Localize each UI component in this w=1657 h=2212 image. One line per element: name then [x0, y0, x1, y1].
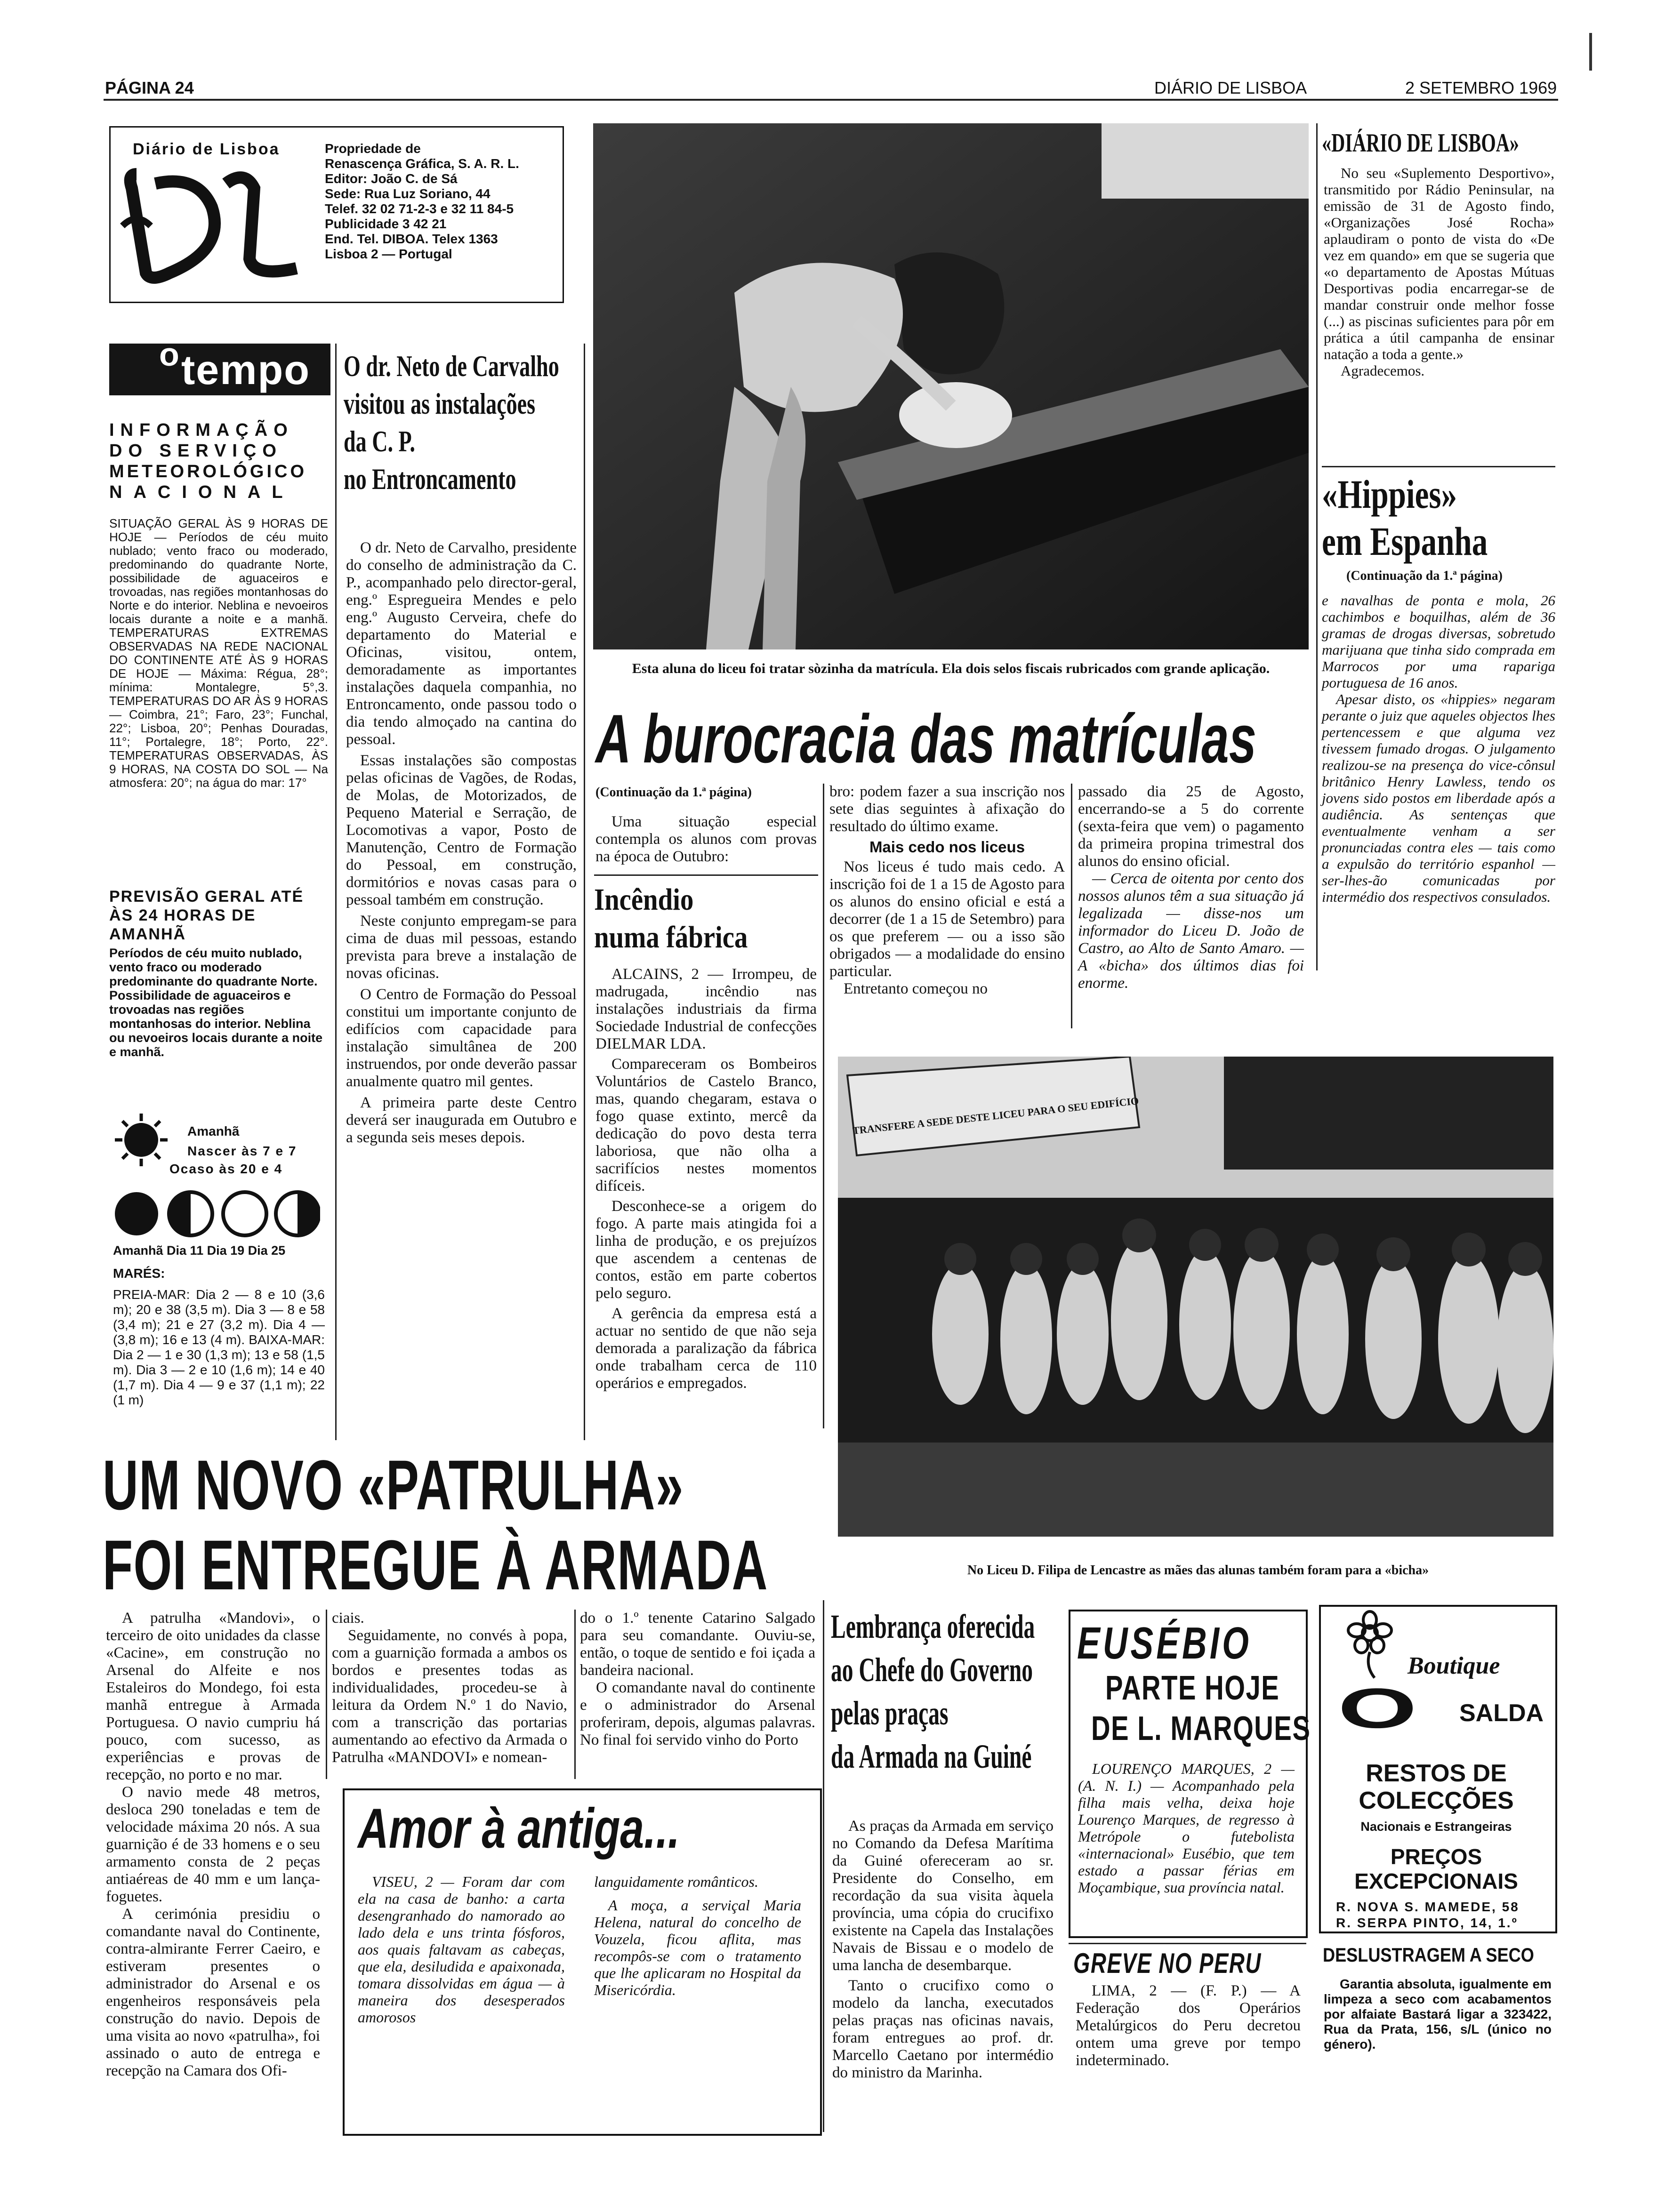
amor-headline: [358, 1795, 819, 1861]
page-number: PÁGINA 24: [105, 78, 194, 97]
student-photo-caption: Esta aluna do liceu foi tratar sòzinha da matrícula. Ela dois selos fiscais rubricados com grande aplicação.: [632, 661, 1270, 676]
masthead-line: Publicidade 3 42 21: [325, 216, 447, 231]
hippies-headline-line: «Hippies»: [1322, 472, 1457, 517]
patrulha-col2: [332, 1610, 567, 1766]
burocracia-subhead: Mais cedo nos liceus: [869, 838, 1025, 856]
moon-phases-icon: [113, 1188, 320, 1240]
deslustragem-headline: DESLUSTRAGEM A SECO: [1323, 1944, 1534, 1966]
patrulha-col2-p1: ciais.: [332, 1610, 364, 1627]
masthead-line: Sede: Rua Luz Soriano, 44: [325, 186, 491, 201]
issue-date: 2 SETEMBRO 1969: [1405, 78, 1557, 97]
column-rule: [823, 784, 824, 1428]
weather-banner-o: o: [159, 336, 179, 373]
amor-col2: [594, 1873, 801, 1998]
burocracia-headline: [595, 701, 1302, 777]
service-title-line: INFORMAÇÃO: [109, 420, 294, 440]
patrulha-col1-p3: A cerimónia presidiu o comandante naval do Continente, contra-almirante Ferrer Caeiro, e estiveram presentes o administrador do Arsenal e os engenheiros responsáveis pela construção do navio. Depois de uma visita ao novo «patrulha», foi assinado o auto de entrega e recepção na Camara dos Ofi-: [106, 1906, 320, 2079]
boutique-salda: SALDA: [1459, 1699, 1544, 1727]
masthead-line: End. Tel. DIBOA. Telex 1363: [325, 232, 498, 246]
hippies-headline: [1322, 471, 1557, 565]
neto-p5: A primeira parte deste Centro deverá ser inaugurada em Outubro e a segunda seis meses depois.: [346, 1094, 577, 1146]
moon-line: Amanhã Dia 11 Dia 19 Dia 25: [113, 1243, 286, 1258]
lembranca-p2: Tanto o crucifixo como o modelo da lancha, executados pelas praças nas oficinas navais, foram entregues ao prof. dr. Marcello Caetano por intermédio do ministro da Marinha.: [832, 1977, 1054, 2081]
dl-box-title-text: «DIÁRIO DE LISBOA»: [1322, 128, 1519, 158]
hippies-top-rule: [1322, 466, 1555, 467]
service-title-line: METEOROLÓGICO: [109, 462, 307, 481]
patrulha-headline-line: FOI ENTREGUE À ARMADA: [103, 1525, 768, 1604]
service-title-line: NACIONAL: [109, 482, 294, 502]
neto-p3: Neste conjunto empregam-se para cima de duas mil pessoas, estando prevista para breve a instalação de novas oficinas.: [346, 913, 577, 982]
masthead-line: Editor: João C. de Sá: [325, 171, 458, 186]
amor-headline-text: Amor à antiga...: [358, 1797, 680, 1860]
hippies-continuation: (Continuação da 1.ª página): [1346, 569, 1503, 583]
boutique-addr1: R. NOVA S. MAMEDE, 58: [1336, 1899, 1520, 1914]
column-rule: [1071, 784, 1072, 1028]
patrulha-headline-line: UM NOVO «PATRULHA»: [103, 1445, 684, 1524]
sun-title: Amanhã: [187, 1124, 240, 1138]
boutique-addr2: R. SERPA PINTO, 14, 1.º: [1336, 1915, 1518, 1930]
dl-box-body: [1324, 165, 1554, 379]
patrulha-col1: [106, 1610, 320, 2080]
service-title-line: DO SERVIÇO: [109, 441, 282, 461]
lembranca-headline-line: ao Chefe do Governo: [831, 1651, 1033, 1689]
burocracia-continuation: (Continuação da 1.ª página): [595, 785, 752, 800]
patrulha-col3-p2: O comandante naval do continente e o administrador do Arsenal proferiram, depois, algumas palavras. No final foi servido vinho do Porto: [580, 1679, 815, 1748]
patrulha-col2-p2: Seguidamente, no convés à popa, com a guarnição formada a ambos os bordos e presentes todas as individualidades, procedeu-se à leitura da Ordem N.º 1 do Navio, com a transcrição das portarias aumentando ao efectivo da Armada o Patrulha «MANDOVI» e nomean-: [332, 1627, 567, 1766]
dl-logo-icon: [118, 155, 306, 292]
incendio-top-rule: [594, 874, 818, 876]
masthead-logo-title: Diário de Lisboa: [133, 140, 280, 158]
incendio-p4: A gerência da empresa está a actuar no sentido de que não seja demorada a paralização da fábrica onde trabalham cerca de 110 operários e empregados.: [595, 1305, 817, 1392]
incendio-headline-line: numa fábrica: [594, 920, 748, 954]
amor-col1: VISEU, 2 — Foram dar com ela na casa de banho: a carta desengranhado do namorado ao lado dela e uns trinta fósforos, aos quais faltavam as cabeças, que ela, desiludida e apaixonada, tomara dissolvidas em água — à maneira dos desesperados amorosos: [358, 1873, 565, 2026]
boutique-line3: Nacionais e Estrangeiras: [1360, 1819, 1512, 1834]
eusebio-headline-line: PARTE HOJE: [1105, 1669, 1280, 1707]
boutique-line4: PREÇOS: [1390, 1844, 1482, 1869]
dl-box-title: [1322, 126, 1557, 160]
hippies-body: [1322, 592, 1555, 905]
column-rule: [574, 1610, 576, 1779]
neto-p4: O Centro de Formação do Pessoal constitui um importante conjunto de edifícios com capacidade para instalação simultânea de 200 instruendos, por onde deverão passar anualmente quatro mil gentes.: [346, 986, 577, 1090]
weather-banner-word: tempo: [181, 346, 310, 393]
patrulha-col1-p1: A patrulha «Mandovi», o terceiro de oito unidades da classe «Cacine», em construção no Arsenal do Alfeite e nos Estaleiros do Mondego, foi esta manhã entregue à Armada Portuguesa. O navio cumpriu há pouco, com sucesso, as experiências e provas de recepção, no porto e no mar.: [106, 1610, 320, 1783]
tides-body: PREIA-MAR: Dia 2 — 8 e 10 (3,6 m); 20 e 38 (3,5 m). Dia 3 — 8 e 58 (3,4 m); 21 e 27 (3,2 m). Dia 4 — (3,8 m); 16 e 13 (4 m). BAIXA-MAR: Dia 2 — 1 e 30 (1,3 m); 13 e 58 (1,5 m). Dia 3 — 2 e 10 (1,6 m); 14 e 40 (1,7 m). Dia 4 — 9 e 37 (1,1 m); 22 (1 m): [113, 1287, 325, 1407]
boutique-line1: RESTOS DE: [1366, 1760, 1507, 1787]
sun-rise: Nascer às 7 e 7: [187, 1144, 297, 1158]
eusebio-headline-line: DE L. MARQUES: [1091, 1710, 1311, 1747]
boutique-brand-letter: O: [1338, 1677, 1417, 1740]
header-rule: [104, 99, 1558, 101]
queue-photo: [838, 1057, 1553, 1537]
neto-headline-line: visitou as instalações: [344, 387, 536, 420]
burocracia-col3b: — Cerca de oitenta por cento dos nossos alunos têm a sua situação já legalizada — disse-nos um informador do Liceu D. João de Castro, ao Alto de Santo Amaro. — A «bicha» dos últimos dias foi enorme.: [1078, 870, 1304, 992]
column-rule: [335, 344, 337, 1440]
student-photo: [593, 123, 1309, 649]
incendio-p3: Desconhece-se a origem do fogo. A parte mais atingida foi a linha de produção, e os prejuízos que ascendem a centenas de contos, estão em parte cobertos pelo seguro.: [595, 1198, 817, 1302]
lembranca-headline-line: da Armada na Guiné: [831, 1738, 1032, 1775]
lembranca-headline-line: Lembrança oferecida: [831, 1608, 1035, 1645]
deslustragem-body: Garantia absoluta, igualmente em limpeza a seco com acabamentos por alfaiate Bastará ligar a 323422, Rua da Prata, 156, s/L (único no género).: [1324, 1977, 1552, 2052]
dl-box-p2: Agradecemos.: [1341, 362, 1425, 379]
incendio-p2: Compareceram os Bombeiros Voluntários de Castelo Branco, mas, quando chegaram, estava o fogo quase extinto, mercê da dedicação do povo desta terra laboriosa, que não olha a sacrifícios nestes momentos difíceis.: [595, 1056, 817, 1194]
column-rule: [823, 1600, 824, 2132]
queue-photo-caption: No Liceu D. Filipa de Lencastre as mães das alunas também foram para a «bicha»: [967, 1563, 1429, 1578]
burocracia-headline-text: A burocracia das matrículas: [595, 700, 1257, 777]
incendio-headline-line: Incêndio: [594, 882, 694, 917]
burocracia-col2b: Nos liceus é tudo mais cedo. A inscrição foi de 1 a 15 de Agosto para os alunos do ensino oficial e está a decorrer (de 1 a 15 de Setembro) para os que preferem — ou a isso são obrigados — a modalidade do ensino particular.: [829, 858, 1065, 980]
dl-box-p1: No seu «Suplemento Desportivo», transmitido por Rádio Peninsular, na emissão de 31 de Agosto findo, «Organizações José Rocha» aplaudiram o ponto de vista do «De vez em quando» em que se sugeria que «o departamento de Apostas Mútuas Desportivas podia encarregar-se de mandar construir onde melhor fosse (...) as piscinas suficientes para pôr em prática a útil campanha de ensinar natação a toda a gente.»: [1324, 165, 1554, 362]
patrulha-col3-p1: do o 1.º tenente Catarino Salgado para seu comandante. Ouviu-se, então, o toque de sentido e foi içada a bandeira nacional.: [580, 1610, 815, 1679]
neto-p2: Essas instalações são compostas pelas oficinas de Vagões, de Rodas, de Molas, de Motorizados, de Pequeno Material e Serração, de Locomotivas a vapor, Posto de Manutenção, Centro de Formação do Pessoal, em construção, dormitórios e novas casas para o pessoal também em construção.: [346, 752, 577, 908]
eusebio-headline-line: EUSÉBIO: [1077, 1618, 1252, 1668]
burocracia-col2c: Entretanto começou no: [844, 980, 988, 997]
masthead-line: Lisboa 2 — Portugal: [325, 247, 452, 261]
burocracia-col3a: passado dia 25 de Agosto, encerrando-se a 5 do corrente (sexta-feira que vem) o pagamento da primeira propina trimestral dos alunos do ensino oficial.: [1078, 783, 1304, 870]
peru-headline: [1073, 1946, 1309, 1981]
burocracia-col2a: bro: podem fazer a sua inscrição nos sete dias seguintes à afixação do resultado do último exame.: [829, 783, 1065, 835]
burocracia-col1: Uma situação especial contempla os alunos com provas na época de Outubro:: [595, 813, 817, 865]
lembranca-p1: As praças da Armada em serviço no Comando da Defesa Marítima da Guiné ofereceram ao sr. Presidente do Conselho, em recordação da sua visita àquela província, uma cópia do crucifixo existente na Capela das Instalações Navais de Bissau e o modelo de uma lancha de desembarque.: [832, 1818, 1054, 1974]
boutique-line5: EXCEPCIONAIS: [1354, 1869, 1518, 1893]
edge-mark: [1589, 33, 1592, 71]
amor-col2-p1: languidamente românticos.: [594, 1873, 758, 1890]
burocracia-col3: [1078, 783, 1304, 992]
masthead-line: Telef. 32 02 71-2-3 e 32 11 84-5: [325, 201, 514, 216]
peru-top-rule: [1069, 1943, 1306, 1944]
patrulha-headline: [103, 1445, 837, 1605]
patrulha-col3: [580, 1610, 815, 1749]
hippies-headline-line: em Espanha: [1322, 519, 1488, 564]
sun-icon: [113, 1112, 169, 1168]
eusebio-body: LOURENÇO MARQUES, 2 — (A. N. I.) — Acompanhado pela filha mais velha, deixa hoje Lourenço Marques, de regresso à Metrópole o futebolista «internacional» Eusébio, que tem estado a passar férias em Moçambique, sua província natal.: [1078, 1760, 1295, 1896]
paper-name: DIÁRIO DE LISBOA: [1154, 78, 1307, 97]
hippies-p2: Apesar disto, os «hippies» negaram perante o juiz que aqueles objectos lhes pertencessem e que alguma vez tivessem fumado drogas. O julgamento realizou-se na presença do vice-cônsul britânico Henry Lawless, tendo os jovens sido postos em liberdade após a audiência. As sentenças que eventualmente venham a ser pronunciadas contra eles — tais como a expulsão do território espanhol — ser-lhes-ão comunicadas por intermédio dos respectivos consulados.: [1322, 691, 1555, 905]
hippies-p1: e navalhas de ponta e mola, 26 cachimbos e boquilhas, além de 36 gramas de drogas diversas, sobretudo marijuana que tinha sido comprada em Marrocos por uma rapariga portuguesa de 16 anos.: [1322, 592, 1555, 691]
queue-photo-banner: TRANSFERE A SEDE DESTE LICEU PARA O SEU EDIFÍCIO: [852, 1095, 1140, 1137]
peru-body: LIMA, 2 — (F. P.) — A Federação dos Operários Metalúrgicos do Peru decretou ontem uma greve por tempo indeterminado.: [1076, 1982, 1301, 2069]
masthead-lines: [325, 141, 555, 262]
burocracia-col2: [829, 783, 1065, 998]
weather-service-title: [109, 420, 330, 503]
boutique-flower-icon: [1332, 1610, 1412, 1680]
neto-headline-line: no Entroncamento: [344, 462, 516, 496]
lembranca-headline: [831, 1605, 1094, 1778]
boutique-line2: COLECÇÕES: [1359, 1787, 1514, 1814]
incendio-headline: [594, 881, 820, 956]
neto-body: [346, 539, 577, 1146]
patrulha-col1-p2: O navio mede 48 metros, desloca 290 toneladas e tem de velocidade máxima 20 nós. A sua guarnição é de 33 homens e o seu armamento consta de 2 peças antiaéreas de 40 mm e um lança-foguetes.: [106, 1784, 320, 1905]
neto-headline-line: da C. P.: [344, 425, 415, 458]
boutique-brand-word: Boutique: [1408, 1652, 1500, 1679]
masthead-line: Renascença Gráfica, S. A. R. L.: [325, 156, 519, 171]
neto-headline-line: O dr. Neto de Carvalho: [344, 349, 559, 383]
amor-col2-p2: A moça, a serviçal Maria Helena, natural do concelho de Vouzela, ficou aflita, mas recompôs-se com o tratamento que lhe aplicaram no Hospital da Misericórdia.: [594, 1897, 801, 1998]
lembranca-headline-line: pelas praças: [831, 1694, 949, 1732]
forecast-body: Períodos de céu muito nublado, vento fraco ou moderado predominante do quadrante Norte. Possibilidade de aguaceiros e trovoadas nas regiões montanhosas do interior. Neblina ou nevoeiros locais durante a noite e manhã.: [109, 946, 323, 1059]
sun-set: Ocaso às 20 e 4: [169, 1162, 283, 1176]
tides-title: MARÉS:: [113, 1266, 165, 1281]
peru-headline-text: GREVE NO PERU: [1073, 1948, 1262, 1979]
neto-p1: O dr. Neto de Carvalho, presidente do conselho de administração da C. P., acompanhado pelo director-geral, eng.º Espregueira Mendes e pelo eng.º Augusto Cerveira, chefe do departamento do Material e Oficinas, visitou, ontem, demoradamente as importantes instalações daquela companhia, no Entroncamento, onde passou todo o dia tendo almoçado na cantina do pessoal.: [346, 539, 577, 748]
weather-body: SITUAÇÃO GERAL ÀS 9 HORAS DE HOJE — Períodos de céu muito nublado; vento fraco ou moderado, predominando do quadrante Norte, possibilidade de aguaceiros e trovoadas, nas regiões montanhosas do Norte e do interior. Neblina e nevoeiros locais durante a noite e a manhã. TEMPERATURAS EXTREMAS OBSERVADAS NA REDE NACIONAL DO CONTINENTE ATÉ ÀS 9 HORAS DE HOJE — Máxima: Régua, 28°; mínima: Montalegre, 5°,3. TEMPERATURAS DO AR ÀS 9 HORAS — Coimbra, 21°; Faro, 23°; Funchal, 22°; Lisboa, 20°; Penhas Douradas, 11°; Portalegre, 18°; Porto, 22°. TEMPERATURAS OBSERVADAS, ÀS 9 HORAS, NA COSTA DO SOL — Na atmosfera: 20°; na água do mar: 17°: [109, 516, 328, 790]
eusebio-headline: [1077, 1618, 1311, 1749]
neto-headline: [344, 347, 579, 498]
column-rule: [584, 344, 585, 1440]
column-rule: [326, 1610, 327, 1779]
column-rule: [1316, 123, 1318, 970]
masthead-line: Propriedade de: [325, 141, 421, 156]
lembranca-body: [832, 1818, 1054, 2082]
forecast-title: PREVISÃO GERAL ATÉ ÀS 24 HORAS DE AMANHÃ: [109, 888, 304, 943]
incendio-p1: ALCAINS, 2 — Irrompeu, de madrugada, incêndio nas instalações industriais da firma Sociedade Industrial de confecções DIELMAR LDA.: [595, 966, 817, 1052]
incendio-body: [595, 966, 817, 1392]
